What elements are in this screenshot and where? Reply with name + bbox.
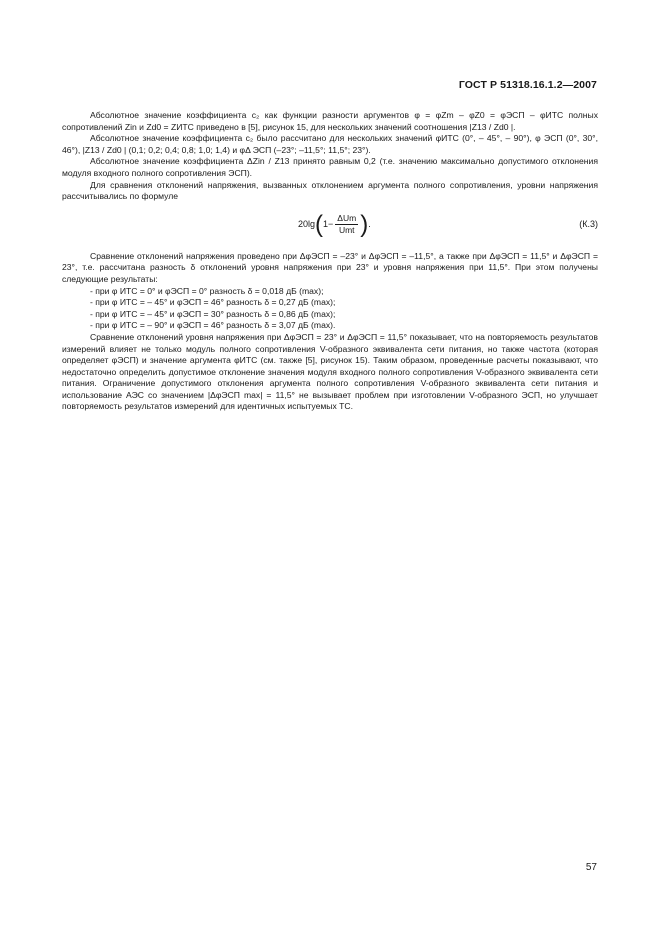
paragraph-coefficient-c2: Абсолютное значение коэффициента c₂ как функции разности аргументов φ = φZm – φZ0 = φЭСП – φИТС полных сопротивлений Zin и Zd0 = ZИТС приведено в [5], рисунок 15, для нескольких значений соотношения |Z13 / Zd0 |. xyxy=(62,110,598,132)
document-header: ГОСТ Р 51318.16.1.2—2007 xyxy=(458,79,597,91)
formula-fraction xyxy=(335,213,358,236)
formula-prefix: 20lg xyxy=(298,218,316,229)
paragraph-formula-intro: Для сравнения отклонений напряжения, вызванных отклонением аргумента полного сопротивления, уровни напряжения рассчитывались по формуле xyxy=(62,179,598,202)
paragraph-comparison: Сравнение отклонений напряжения проведено при ΔφЭСП = –23° и ΔφЭСП = –11,5°, а также при ΔφЭСП = 11,5° и ΔφЭСП = 23°, т.е. рассчитана разность δ отклонений уровня напряжения при 23° и уровня напряжения при 11,5°. При этом получены следующие результаты: xyxy=(62,250,598,284)
formula-denominator: Umt xyxy=(338,225,355,236)
paragraph-delta-z: Абсолютное значение коэффициента ΔZin / Z13 принято равным 0,2 (т.е. значению максимально допустимого отклонения модуля входного полного сопротивления ЭСП). xyxy=(62,156,598,178)
formula-number: (К.3) xyxy=(579,218,598,229)
formula-suffix: . xyxy=(368,218,371,229)
formula-right-paren-icon: ) xyxy=(360,210,369,238)
formula-k3 xyxy=(62,207,598,249)
formula-one-minus: 1− xyxy=(323,218,334,229)
list-item: - при φ ИТС = – 45° и φЭСП = 30° разность δ = 0,86 дБ (max); xyxy=(90,308,336,319)
formula-numerator: ΔUm xyxy=(337,213,357,224)
paragraph-calculation-values: Абсолютное значение коэффициента c₂ было рассчитано для нескольких значений φИТС (0°, – 45°, – 90°), φ ЭСП (0°, 30°, 46°), |Z13 / Zd0 | (0,1; 0,2; 0,4; 0,8; 1,0; 1,4) и φΔ ЭСП (–23°; –11,5°; 11,5°; 23°). xyxy=(62,133,598,155)
list-item: - при φ ИТС = 0° и φЭСП = 0° разность δ = 0,018 дБ (max); xyxy=(90,285,324,296)
page-number: 57 xyxy=(585,862,597,873)
list-item: - при φ ИТС = – 90° и φЭСП = 46° разность δ = 3,07 дБ (max). xyxy=(90,320,336,331)
main-content xyxy=(62,110,598,413)
list-item: - при φ ИТС = – 45° и φЭСП = 46° разность δ = 0,27 дБ (max); xyxy=(90,297,336,308)
formula-expression xyxy=(298,210,371,238)
paragraph-conclusion: Сравнение отклонений уровня напряжения при ΔφЭСП = 23° и ΔφЭСП = 11,5° показывает, что на повторяемость результатов измерений влияет не только модуль полного сопротивления V-образного эквивалента сети питания, но также частота (которая определяет φЭСП) и значение аргумента φИТС (см. также [5], рисунок 15). Таким образом, проведенные расчеты показывают, что недостаточно определить допустимое отклонение значения модуля входного полного сопротивления V-образного эквивалента сети питания. Ограничение допустимого отклонения аргумента полного сопротивления V-образного эквивалента сети питания и использование АЭС со значением |ΔφЭСП max| = 11,5° не вызывает проблем при изготовлении V-образного ЭСП, но улучшает повторяемость результатов измерений для идентичных испытуемых ТС. xyxy=(62,331,598,412)
results-list xyxy=(62,286,598,332)
formula-left-paren-icon: ( xyxy=(315,210,324,238)
